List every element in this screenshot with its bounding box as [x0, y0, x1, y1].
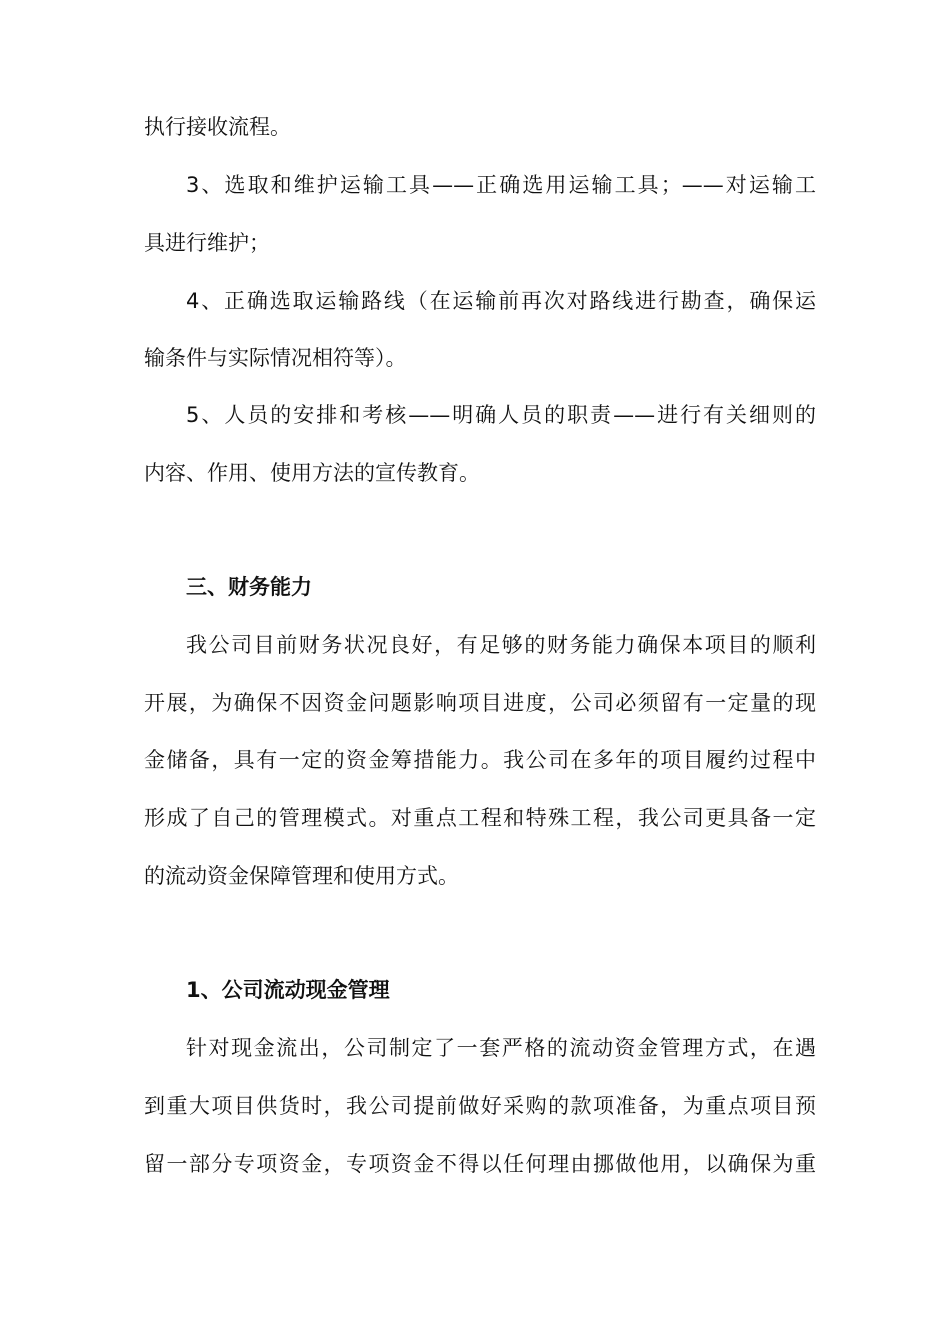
paragraph-line: 我公司目前财务状况良好，有足够的财务能力确保本项目的顺利: [186, 633, 816, 657]
paragraph-line: 金储备，具有一定的资金筹措能力。我公司在多年的项目履约过程中: [144, 748, 816, 772]
list-item-5-line: 内容、作用、使用方法的宣传教育。: [144, 461, 480, 485]
subsection-heading: 1、公司流动现金管理: [186, 978, 390, 1002]
section-heading: 三、财务能力: [186, 575, 312, 599]
list-item-5-line: 5、人员的安排和考核——明确人员的职责——进行有关细则的: [186, 403, 816, 427]
list-item-3-line: 具进行维护；: [144, 231, 270, 255]
paragraph-line: 执行接收流程。: [144, 115, 291, 139]
list-item-4-line: 4、正确选取运输路线（在运输前再次对路线进行勘查，确保运: [186, 289, 816, 313]
list-item-4-line: 输条件与实际情况相符等）。: [144, 346, 407, 370]
paragraph-line: 针对现金流出，公司制定了一套严格的流动资金管理方式，在遇: [186, 1036, 816, 1060]
paragraph-line: 留一部分专项资金，专项资金不得以任何理由挪做他用，以确保为重: [144, 1152, 816, 1176]
paragraph-line: 的流动资金保障管理和使用方式。: [144, 864, 459, 888]
paragraph-line: 形成了自己的管理模式。对重点工程和特殊工程，我公司更具备一定: [144, 806, 816, 830]
list-item-3-line: 3、选取和维护运输工具——正确选用运输工具；——对运输工: [186, 173, 816, 197]
paragraph-line: 开展，为确保不因资金问题影响项目进度，公司必须留有一定量的现: [144, 691, 816, 715]
paragraph-line: 到重大项目供货时，我公司提前做好采购的款项准备，为重点项目预: [144, 1094, 816, 1118]
